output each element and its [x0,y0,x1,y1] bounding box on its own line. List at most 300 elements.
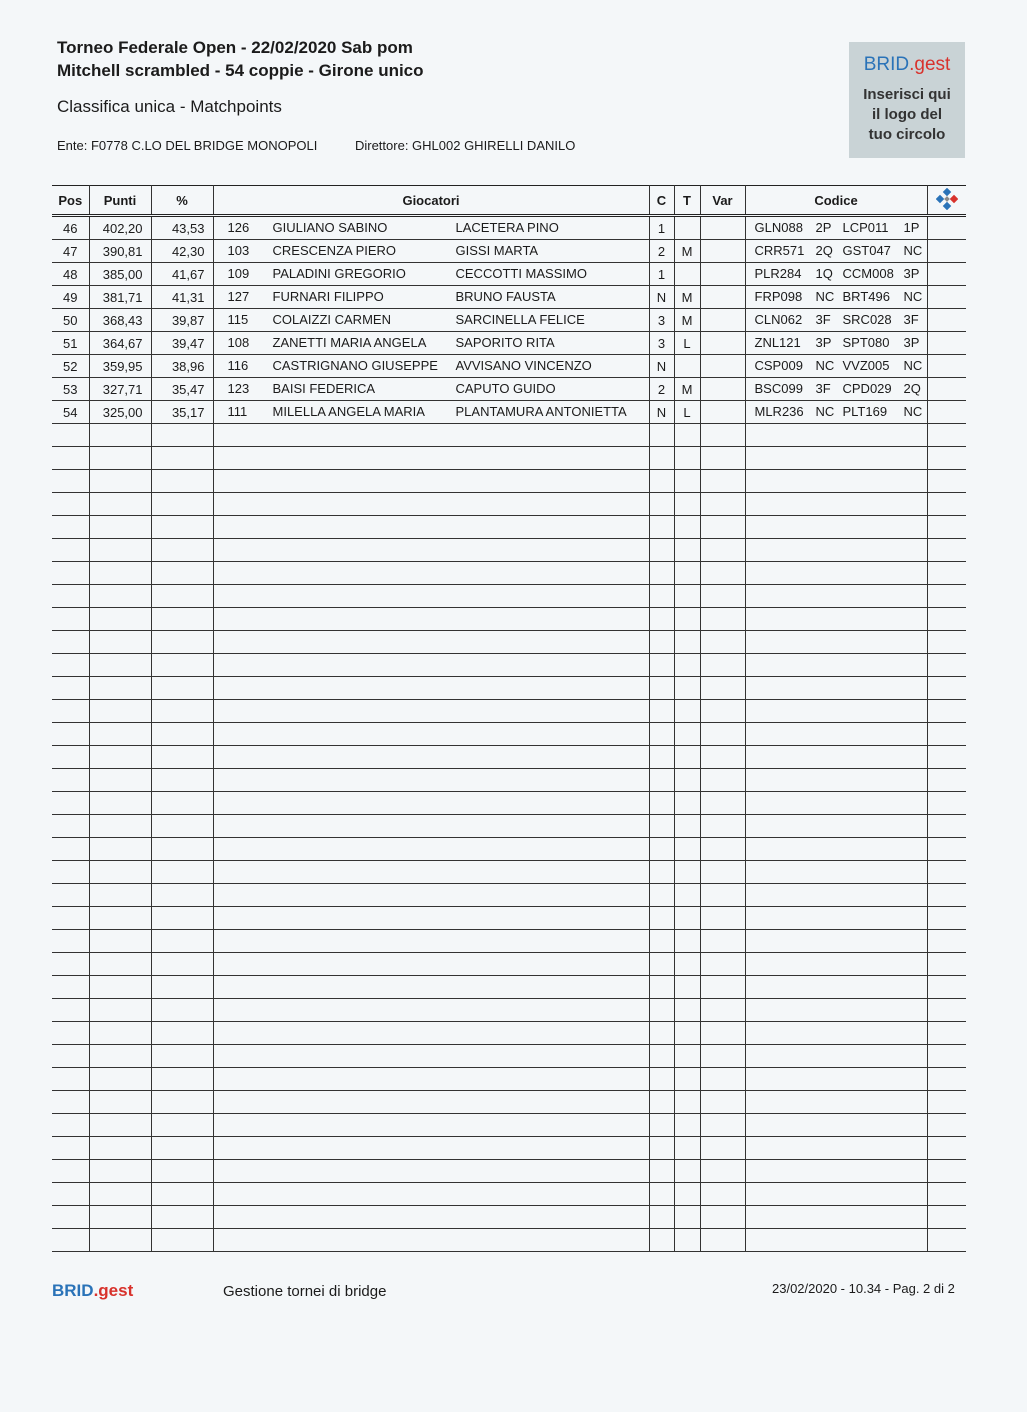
t-cell [674,263,700,286]
empty-cell [745,539,927,562]
player-1: ZANETTI MARIA ANGELA [272,335,427,350]
empty-cell [649,1229,674,1252]
empty-cell [89,1091,151,1114]
empty-cell [52,953,89,976]
empty-cell [700,493,745,516]
empty-cell [151,838,213,861]
empty-cell [213,424,649,447]
empty-cell [649,792,674,815]
code-1: ZNL121 [754,335,801,350]
empty-cell [213,976,649,999]
empty-cell [745,1160,927,1183]
empty-cell [89,516,151,539]
empty-cell [151,930,213,953]
empty-cell [700,769,745,792]
empty-row [52,493,966,516]
empty-cell [89,1160,151,1183]
extra-cell [927,263,966,286]
empty-row [52,930,966,953]
pct-cell: 41,67 [151,263,213,286]
empty-cell [649,516,674,539]
empty-row [52,1068,966,1091]
empty-cell [649,470,674,493]
empty-cell [213,884,649,907]
empty-row [52,631,966,654]
empty-cell [674,792,700,815]
empty-cell [213,861,649,884]
empty-cell [649,976,674,999]
empty-row [52,815,966,838]
empty-cell [674,999,700,1022]
empty-cell [674,470,700,493]
empty-cell [700,677,745,700]
empty-row [52,1229,966,1252]
player-2: SAPORITO RITA [455,335,555,350]
empty-row [52,1022,966,1045]
empty-cell [649,562,674,585]
empty-cell [52,1068,89,1091]
codice-cell [745,355,927,378]
player-2: PLANTAMURA ANTONIETTA [455,404,627,419]
empty-cell [213,1114,649,1137]
logo-placeholder-text: Inserisci qui il logo del tuo circolo [863,86,951,143]
empty-cell [89,1068,151,1091]
empty-cell [674,838,700,861]
empty-cell [213,677,649,700]
var-cell [700,309,745,332]
c-cell: 2 [649,240,674,263]
empty-cell [700,516,745,539]
empty-cell [649,838,674,861]
player-1: COLAIZZI CARMEN [272,312,391,327]
var-cell [700,355,745,378]
empty-cell [213,585,649,608]
empty-cell [745,562,927,585]
empty-cell [52,907,89,930]
empty-cell [745,1229,927,1252]
empty-cell [927,792,966,815]
player-2: SARCINELLA FELICE [455,312,585,327]
empty-cell [89,562,151,585]
empty-cell [89,677,151,700]
empty-cell [649,1022,674,1045]
empty-cell [700,930,745,953]
col-punti: Punti [89,186,151,216]
table-row [52,240,966,263]
punti-cell: 385,00 [89,263,151,286]
giocatori-cell [213,401,649,424]
empty-cell [213,838,649,861]
empty-row [52,1114,966,1137]
empty-cell [700,838,745,861]
code-2: SPT080 [842,335,890,350]
giocatori-cell [213,240,649,263]
empty-cell [700,1206,745,1229]
empty-cell [151,493,213,516]
empty-row [52,1045,966,1068]
empty-cell [52,1091,89,1114]
codice-cell [745,216,927,240]
empty-cell [89,838,151,861]
empty-cell [52,746,89,769]
empty-cell [649,1183,674,1206]
empty-cell [52,654,89,677]
empty-cell [213,1206,649,1229]
t-cell: M [674,378,700,401]
results-body [52,216,966,1252]
player-1: PALADINI GREGORIO [272,266,406,281]
footer-date-page: 23/02/2020 - 10.34 - Pag. 2 di 2 [772,1281,955,1296]
empty-cell [213,769,649,792]
empty-cell [649,677,674,700]
empty-cell [700,1091,745,1114]
empty-row [52,1091,966,1114]
category-2: 3F [903,312,919,327]
t-cell [674,355,700,378]
empty-cell [700,723,745,746]
empty-cell [52,769,89,792]
empty-cell [89,631,151,654]
empty-row [52,700,966,723]
code-1: MLR236 [754,404,804,419]
empty-cell [52,677,89,700]
empty-cell [89,447,151,470]
empty-cell [213,1068,649,1091]
empty-cell [674,539,700,562]
empty-cell [649,631,674,654]
empty-cell [151,907,213,930]
empty-cell [52,562,89,585]
empty-cell [927,562,966,585]
empty-cell [213,493,649,516]
empty-cell [89,930,151,953]
empty-row [52,976,966,999]
empty-cell [89,792,151,815]
empty-cell [213,631,649,654]
empty-cell [927,608,966,631]
empty-cell [213,953,649,976]
codice-cell [745,286,927,309]
empty-cell [89,1137,151,1160]
empty-cell [213,1022,649,1045]
empty-cell [700,884,745,907]
codice-cell [745,378,927,401]
c-cell: N [649,401,674,424]
player-2: AVVISANO VINCENZO [455,358,592,373]
table-row [52,309,966,332]
empty-cell [649,493,674,516]
empty-cell [52,1045,89,1068]
empty-cell [52,1114,89,1137]
empty-cell [151,815,213,838]
extra-cell [927,216,966,240]
punti-cell: 390,81 [89,240,151,263]
punti-cell: 359,95 [89,355,151,378]
empty-cell [213,516,649,539]
empty-cell [700,907,745,930]
empty-cell [700,1183,745,1206]
col-t: T [674,186,700,216]
empty-cell [89,700,151,723]
empty-cell [89,861,151,884]
empty-cell [151,1091,213,1114]
var-cell [700,378,745,401]
empty-cell [745,424,927,447]
empty-cell [674,746,700,769]
empty-row [52,1160,966,1183]
empty-cell [674,723,700,746]
empty-cell [674,585,700,608]
code-1: FRP098 [754,289,803,304]
empty-cell [213,907,649,930]
empty-cell [89,1045,151,1068]
table-row [52,216,966,240]
empty-cell [674,516,700,539]
empty-row [52,447,966,470]
empty-cell [674,930,700,953]
empty-cell [674,1068,700,1091]
empty-cell [745,930,927,953]
category-1: 2Q [815,243,833,258]
empty-cell [927,654,966,677]
empty-cell [52,585,89,608]
giocatori-cell [213,286,649,309]
empty-cell [213,608,649,631]
empty-cell [927,631,966,654]
empty-cell [745,723,927,746]
empty-cell [89,470,151,493]
empty-cell [745,585,927,608]
pair-number: 116 [227,358,249,373]
empty-cell [52,700,89,723]
empty-cell [151,1045,213,1068]
empty-row [52,884,966,907]
empty-cell [213,815,649,838]
empty-cell [927,470,966,493]
empty-cell [700,1160,745,1183]
empty-cell [674,815,700,838]
codice-cell [745,401,927,424]
empty-cell [674,608,700,631]
pct-cell: 39,87 [151,309,213,332]
player-1: GIULIANO SABINO [272,220,388,235]
empty-cell [700,1045,745,1068]
empty-cell [213,470,649,493]
empty-cell [151,585,213,608]
empty-cell [151,608,213,631]
empty-cell [89,493,151,516]
empty-cell [745,815,927,838]
empty-cell [649,424,674,447]
empty-cell [745,769,927,792]
category-1: NC [815,358,835,373]
empty-cell [674,769,700,792]
table-row [52,263,966,286]
empty-cell [700,608,745,631]
empty-cell [700,792,745,815]
empty-cell [52,493,89,516]
empty-cell [649,723,674,746]
empty-cell [745,1137,927,1160]
empty-cell [213,1137,649,1160]
category-2: 3P [903,335,920,350]
empty-cell [151,424,213,447]
empty-cell [674,1022,700,1045]
punti-cell: 327,71 [89,378,151,401]
t-cell: M [674,240,700,263]
empty-cell [89,884,151,907]
extra-cell [927,401,966,424]
code-2: GST047 [842,243,891,258]
empty-cell [745,861,927,884]
empty-cell [213,1183,649,1206]
empty-cell [927,1091,966,1114]
giocatori-cell [213,309,649,332]
empty-cell [89,539,151,562]
empty-cell [745,907,927,930]
empty-cell [674,1091,700,1114]
empty-cell [745,447,927,470]
empty-cell [52,631,89,654]
empty-cell [674,493,700,516]
code-2: CCM008 [842,266,894,281]
empty-cell [927,723,966,746]
empty-cell [649,1045,674,1068]
empty-cell [745,1068,927,1091]
empty-cell [89,976,151,999]
empty-cell [674,1229,700,1252]
empty-cell [213,700,649,723]
empty-cell [52,470,89,493]
empty-row [52,562,966,585]
empty-row [52,953,966,976]
empty-cell [674,907,700,930]
empty-cell [89,585,151,608]
empty-cell [927,516,966,539]
empty-cell [649,1068,674,1091]
player-2: GISSI MARTA [455,243,539,258]
empty-cell [151,953,213,976]
empty-cell [674,631,700,654]
empty-cell [745,1206,927,1229]
empty-row [52,1206,966,1229]
empty-cell [649,654,674,677]
category-2: 3P [903,266,920,281]
empty-cell [649,815,674,838]
empty-cell [674,677,700,700]
empty-cell [927,861,966,884]
player-2: CECCOTTI MASSIMO [455,266,587,281]
empty-cell [649,447,674,470]
empty-cell [213,999,649,1022]
code-2: CPD029 [842,381,892,396]
punti-cell: 402,20 [89,216,151,240]
empty-cell [927,930,966,953]
empty-cell [89,654,151,677]
player-1: MILELLA ANGELA MARIA [272,404,425,419]
empty-cell [52,930,89,953]
empty-cell [151,976,213,999]
empty-cell [745,1091,927,1114]
empty-cell [151,1206,213,1229]
player-1: CASTRIGNANO GIUSEPPE [272,358,438,373]
empty-cell [927,1068,966,1091]
empty-cell [649,930,674,953]
empty-row [52,838,966,861]
empty-cell [89,608,151,631]
pair-number: 111 [227,404,248,419]
empty-cell [745,999,927,1022]
empty-cell [151,884,213,907]
empty-cell [700,585,745,608]
empty-cell [649,700,674,723]
empty-cell [52,1229,89,1252]
c-cell: 1 [649,263,674,286]
codice-cell [745,309,927,332]
empty-cell [52,838,89,861]
empty-cell [151,1183,213,1206]
empty-cell [52,1206,89,1229]
var-cell [700,332,745,355]
col-var: Var [700,186,745,216]
table-row [52,355,966,378]
code-2: SRC028 [842,312,892,327]
var-cell [700,401,745,424]
empty-cell [745,700,927,723]
bridgest-logo: BRID.gest [863,54,951,75]
empty-cell [700,631,745,654]
extra-cell [927,309,966,332]
empty-row [52,608,966,631]
empty-cell [927,677,966,700]
club-logo-placeholder [849,42,965,158]
empty-cell [151,1160,213,1183]
pct-cell: 41,31 [151,286,213,309]
punti-cell: 368,43 [89,309,151,332]
empty-cell [700,1068,745,1091]
category-2: 1P [903,220,920,235]
empty-cell [674,1137,700,1160]
empty-cell [927,838,966,861]
pos-cell: 50 [52,309,89,332]
empty-row [52,999,966,1022]
pair-number: 127 [227,289,250,304]
empty-cell [674,562,700,585]
empty-cell [674,424,700,447]
empty-cell [213,654,649,677]
player-1: BAISI FEDERICA [272,381,376,396]
c-cell: 3 [649,309,674,332]
empty-cell [700,1022,745,1045]
empty-cell [927,769,966,792]
empty-cell [151,631,213,654]
empty-cell [745,884,927,907]
empty-cell [213,1160,649,1183]
empty-cell [52,976,89,999]
player-1: CRESCENZA PIERO [272,243,397,258]
empty-cell [745,608,927,631]
empty-cell [745,792,927,815]
empty-cell [927,884,966,907]
empty-cell [700,999,745,1022]
footer-bridgest-logo: BRID.gest [52,1281,134,1300]
empty-cell [151,999,213,1022]
c-cell: 2 [649,378,674,401]
empty-cell [700,539,745,562]
results-table [52,185,966,1252]
empty-cell [927,1137,966,1160]
empty-cell [745,1183,927,1206]
